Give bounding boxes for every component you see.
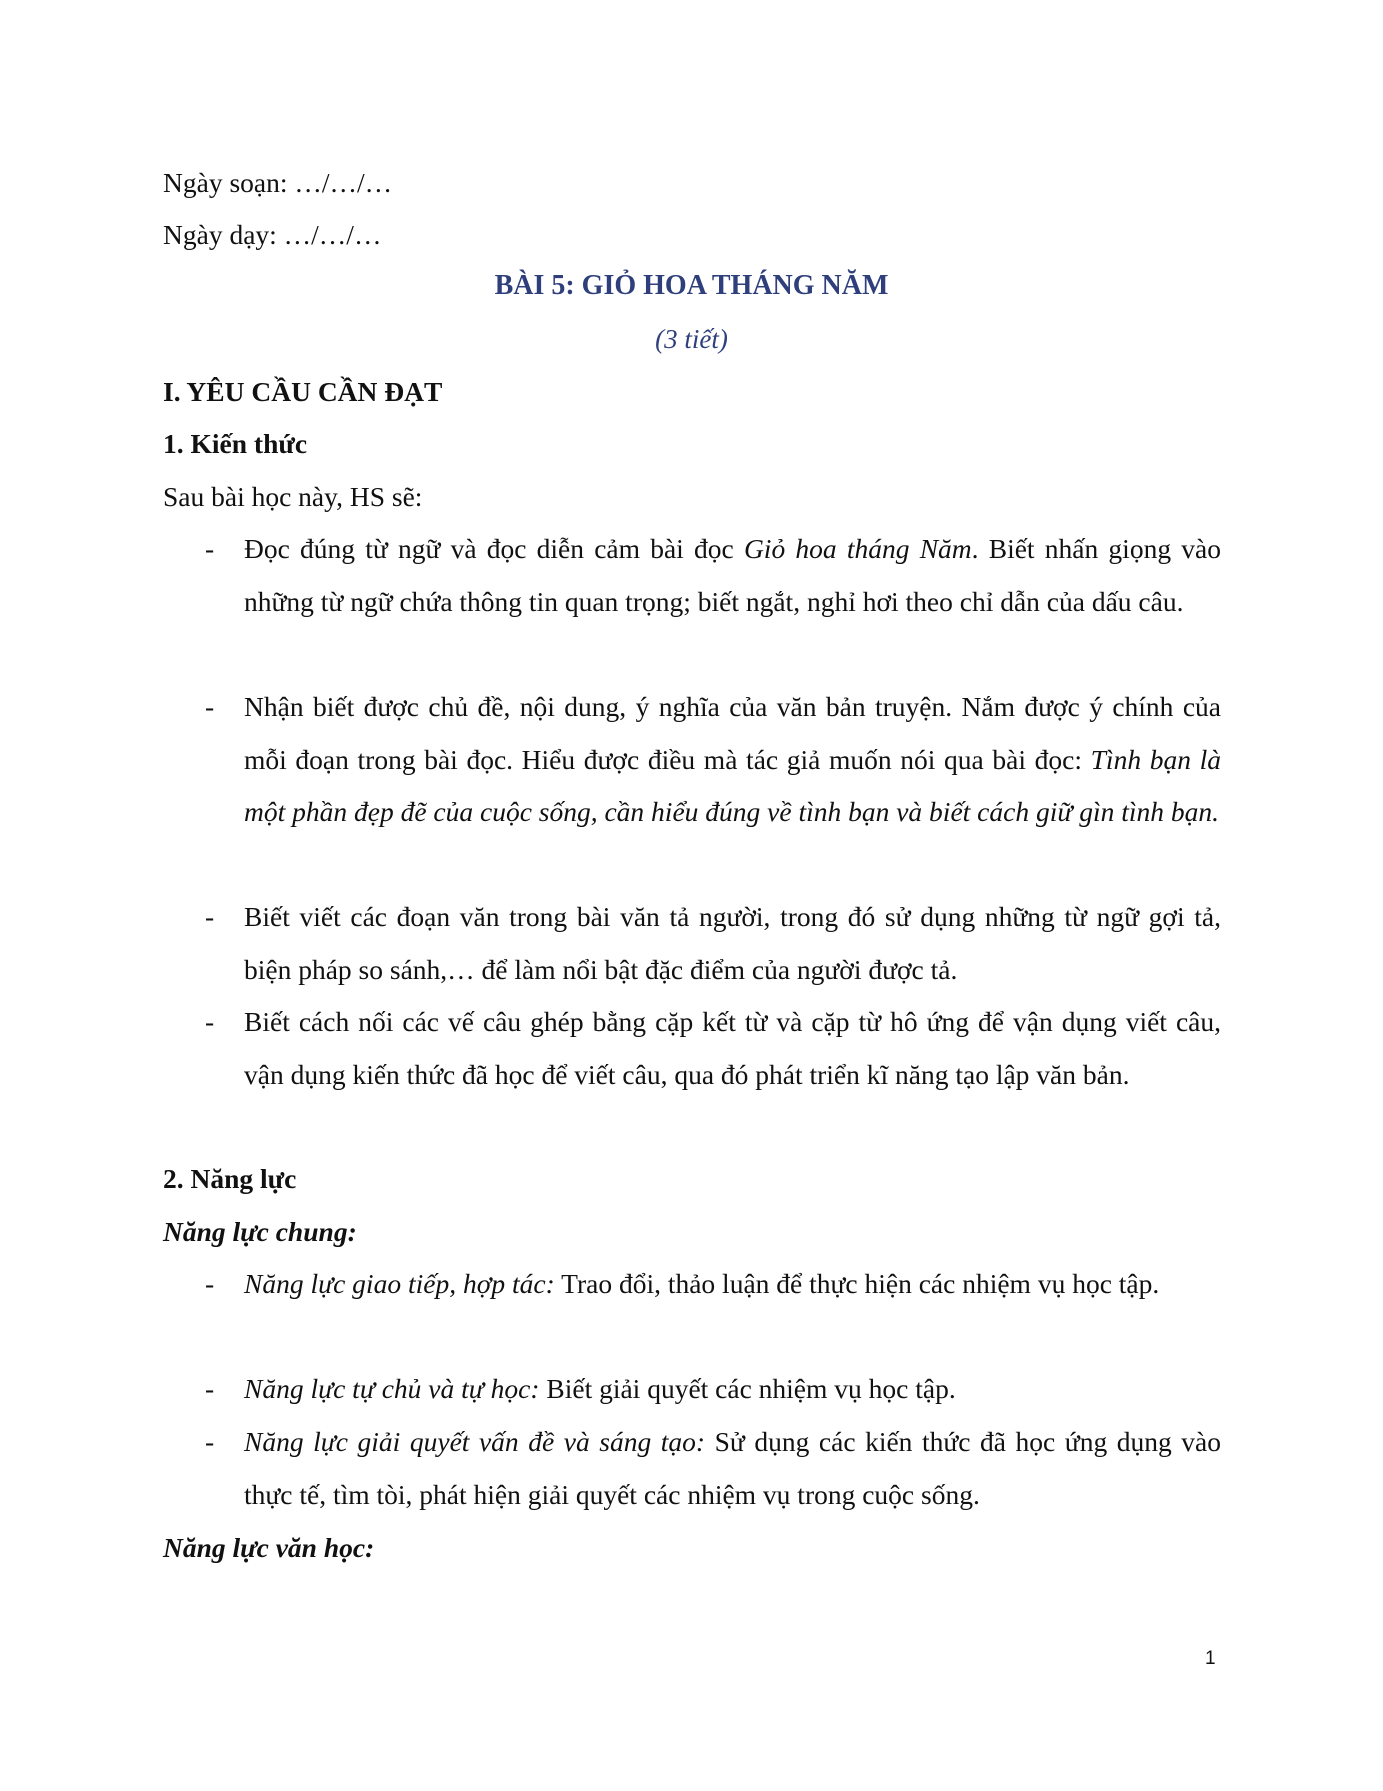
bullet-dash: -	[205, 1373, 215, 1404]
competence-bullet-3	[163, 1416, 1221, 1521]
bullet-text-part: Đọc đúng từ ngữ và đọc diễn cảm bài đọc	[244, 533, 744, 564]
bullet-text-part: . Biết nhấn giọng vào những từ ngữ chứa thông tin quan trọng; biết ngắt, nghỉ hơi theo chỉ dẫn của dấu câu.	[244, 533, 1221, 617]
bullet-text	[244, 1416, 1221, 1521]
bullet-dash: -	[205, 533, 215, 564]
bullet-dash: -	[205, 1006, 215, 1037]
date-taught: Ngày dạy: …/…/…	[163, 219, 382, 250]
bullet-text	[244, 681, 1221, 839]
literary-competence-heading: Năng lực văn học:	[163, 1532, 375, 1563]
lesson-duration: (3 tiết)	[655, 324, 728, 354]
bullet-text	[244, 1258, 1221, 1311]
bullet-dash: -	[205, 1268, 215, 1299]
bullet-text-part: Nhận biết được chủ đề, nội dung, ý nghĩa của văn bản truyện. Nắm được ý chính của mỗi đoạn trong bài đọc. Hiểu được điều mà tác giả muốn nói qua bài đọc:	[244, 691, 1221, 775]
section-heading-requirements: I. YÊU CẦU CẦN ĐẠT	[163, 376, 443, 407]
competence-description: Biết giải quyết các nhiệm vụ học tập.	[539, 1373, 956, 1404]
bullet-text	[244, 523, 1221, 628]
knowledge-bullet-2	[163, 681, 1221, 839]
knowledge-bullet-4	[163, 996, 1221, 1101]
bullet-text: Biết viết các đoạn văn trong bài văn tả người, trong đó sử dụng những từ ngữ gợi tả, biện pháp so sánh,… để làm nổi bật đặc điểm của người được tả.	[244, 901, 1221, 985]
lesson-title: BÀI 5: GIỎ HOA THÁNG NĂM	[494, 270, 889, 301]
bullet-text: Biết cách nối các vế câu ghép bằng cặp kết từ và cặp từ hô ứng để vận dụng viết câu, vận dụng kiến thức đã học để viết câu, qua đó phát triển kĩ năng tạo lập văn bản.	[244, 1006, 1221, 1090]
bullet-dash: -	[205, 901, 215, 932]
subsection-heading-knowledge: 1. Kiến thức	[163, 428, 308, 459]
date-prepared: Ngày soạn: …/…/…	[163, 167, 393, 198]
competence-label: Năng lực giao tiếp, hợp tác:	[244, 1268, 555, 1299]
knowledge-intro: Sau bài học này, HS sẽ:	[163, 481, 423, 512]
general-competence-heading: Năng lực chung:	[163, 1216, 357, 1247]
bullet-dash: -	[205, 691, 215, 722]
knowledge-bullet-1	[163, 523, 1221, 628]
competence-label: Năng lực giải quyết vấn đề và sáng tạo:	[244, 1426, 706, 1457]
reading-title: Giỏ hoa tháng Năm	[743, 533, 972, 564]
competence-bullet-1	[163, 1258, 1221, 1311]
subsection-heading-competence: 2. Năng lực	[163, 1163, 297, 1194]
bullet-dash: -	[205, 1426, 215, 1457]
competence-description: Trao đổi, thảo luận để thực hiện các nhiệm vụ học tập.	[554, 1268, 1160, 1299]
competence-label: Năng lực tự chủ và tự học:	[244, 1373, 540, 1404]
competence-bullet-2	[163, 1363, 1221, 1416]
page-number: 1	[1205, 1648, 1216, 1669]
bullet-text	[244, 1363, 1221, 1416]
knowledge-bullet-3	[163, 891, 1221, 996]
lesson-message: Tình bạn là một phần đẹp đẽ của cuộc sống, cần hiểu đúng về tình bạn và biết cách giữ gìn tình bạn.	[244, 743, 1222, 827]
competence-description: Sử dụng các kiến thức đã học ứng dụng vào thực tế, tìm tòi, phát hiện giải quyết các nhiệm vụ trong cuộc sống.	[244, 1426, 1222, 1510]
